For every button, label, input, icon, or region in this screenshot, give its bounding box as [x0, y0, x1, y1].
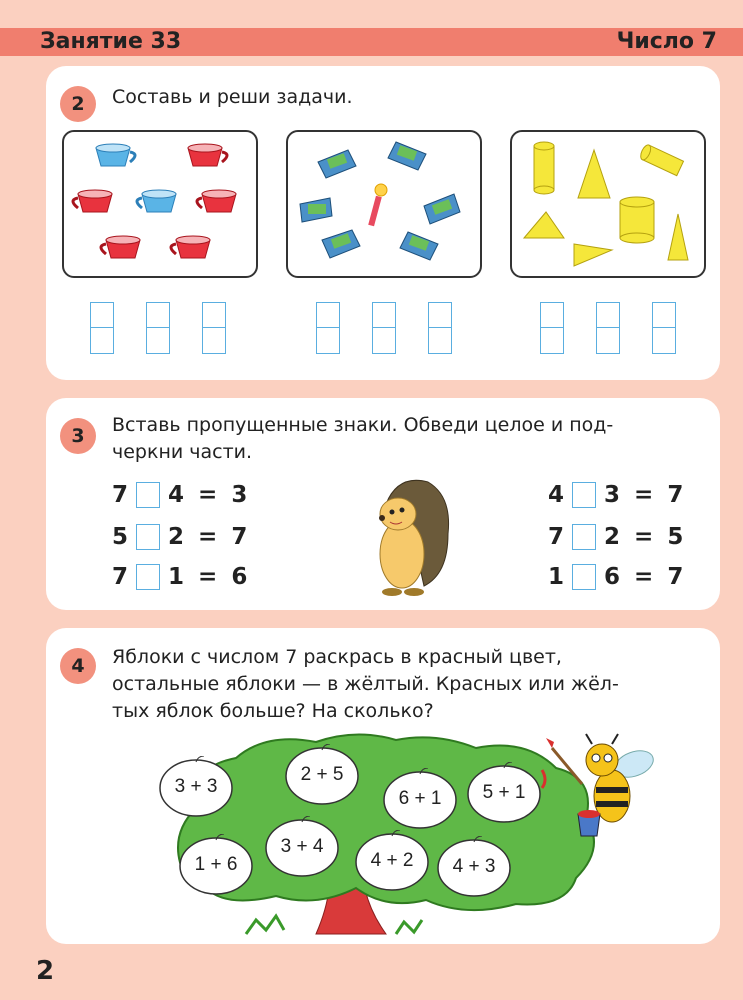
answer-cell[interactable]	[652, 302, 676, 354]
apple[interactable]	[382, 768, 458, 834]
cylinder-icon	[534, 142, 554, 194]
apple-expression: 2 + 5	[300, 764, 344, 785]
answer-cell[interactable]	[372, 302, 396, 354]
candy-icon	[388, 142, 426, 170]
cone-icon	[574, 244, 612, 266]
cup-icon	[197, 190, 236, 212]
sign-box[interactable]	[136, 482, 160, 508]
sign-box[interactable]	[572, 564, 596, 590]
apple-expression: 1 + 6	[194, 854, 238, 875]
task-3-panel	[46, 398, 720, 610]
cup-icon	[96, 144, 135, 166]
cup-icon	[101, 236, 140, 258]
answer-cell[interactable]	[146, 302, 170, 354]
page-number: 2	[36, 956, 55, 986]
cup-icon	[73, 190, 112, 212]
apple-expression: 3 + 4	[280, 836, 324, 857]
apple[interactable]	[264, 816, 340, 882]
sign-box[interactable]	[572, 524, 596, 550]
candies-picture	[286, 130, 482, 278]
hedgehog-illustration	[368, 474, 452, 596]
cylinder-icon	[639, 143, 684, 175]
answer-cell[interactable]	[540, 302, 564, 354]
equation-row: 7 4 = 3	[112, 482, 248, 508]
cone-icon	[524, 212, 564, 238]
shapes-picture	[510, 130, 706, 278]
task-2-panel	[46, 66, 720, 380]
cup-icon	[137, 190, 176, 212]
candy-icon	[424, 194, 460, 224]
apple[interactable]	[284, 744, 360, 810]
answer-cell[interactable]	[596, 302, 620, 354]
answer-cell[interactable]	[90, 302, 114, 354]
cylinder-icon	[620, 197, 654, 243]
topic-title: Число 7	[616, 29, 717, 54]
apple-expression: 3 + 3	[174, 776, 218, 797]
apple-expression: 5 + 1	[482, 782, 526, 803]
equation-row: 7 1 = 6	[112, 564, 248, 590]
task-4-panel	[46, 628, 720, 944]
task-instruction-line-1: Вставь пропущенные знаки. Обведи целое и под-	[112, 414, 614, 436]
candy-icon	[318, 150, 356, 178]
candy-icon	[400, 232, 438, 260]
answer-cell[interactable]	[202, 302, 226, 354]
sign-box[interactable]	[572, 482, 596, 508]
equation-row: 1 6 = 7	[548, 564, 684, 590]
sign-box[interactable]	[136, 524, 160, 550]
apple-expression: 4 + 2	[370, 850, 414, 871]
apple[interactable]	[436, 836, 512, 902]
candies-illustration	[288, 132, 480, 276]
task-number-badge: 2	[60, 86, 96, 122]
cup-icon	[171, 236, 210, 258]
answer-cell[interactable]	[428, 302, 452, 354]
task-number-badge: 3	[60, 418, 96, 454]
cone-icon	[668, 214, 688, 260]
task-instruction-line-2: остальные яблоки — в жёлтый. Красных или жёл-	[112, 673, 619, 695]
answer-cell[interactable]	[316, 302, 340, 354]
sign-box[interactable]	[136, 564, 160, 590]
apple[interactable]	[466, 762, 542, 828]
apple[interactable]	[158, 756, 234, 822]
task-instruction-line-2: черкни части.	[112, 441, 253, 463]
equation-row: 7 2 = 5	[548, 524, 684, 550]
bee-illustration	[538, 724, 668, 854]
task-number-badge: 4	[60, 648, 96, 684]
cups-picture	[62, 130, 258, 278]
shapes-illustration	[512, 132, 704, 276]
candy-icon	[322, 230, 360, 258]
cups-illustration	[64, 132, 256, 276]
lesson-title: Занятие 33	[40, 29, 182, 54]
apple-expression: 4 + 3	[452, 856, 496, 877]
task-instruction-line-1: Яблоки с числом 7 раскрась в красный цвет,	[112, 646, 562, 668]
apple[interactable]	[178, 834, 254, 900]
apple-expression: 6 + 1	[398, 788, 442, 809]
candle-icon	[368, 184, 387, 226]
task-instruction-line-3: тых яблок больше? На сколько?	[112, 700, 434, 722]
cone-icon	[578, 150, 610, 198]
cup-icon	[188, 144, 227, 166]
equation-row: 4 3 = 7	[548, 482, 684, 508]
equation-row: 5 2 = 7	[112, 524, 248, 550]
candy-icon	[300, 198, 332, 222]
task-instruction: Составь и реши задачи.	[112, 86, 353, 108]
apple[interactable]	[354, 830, 430, 896]
